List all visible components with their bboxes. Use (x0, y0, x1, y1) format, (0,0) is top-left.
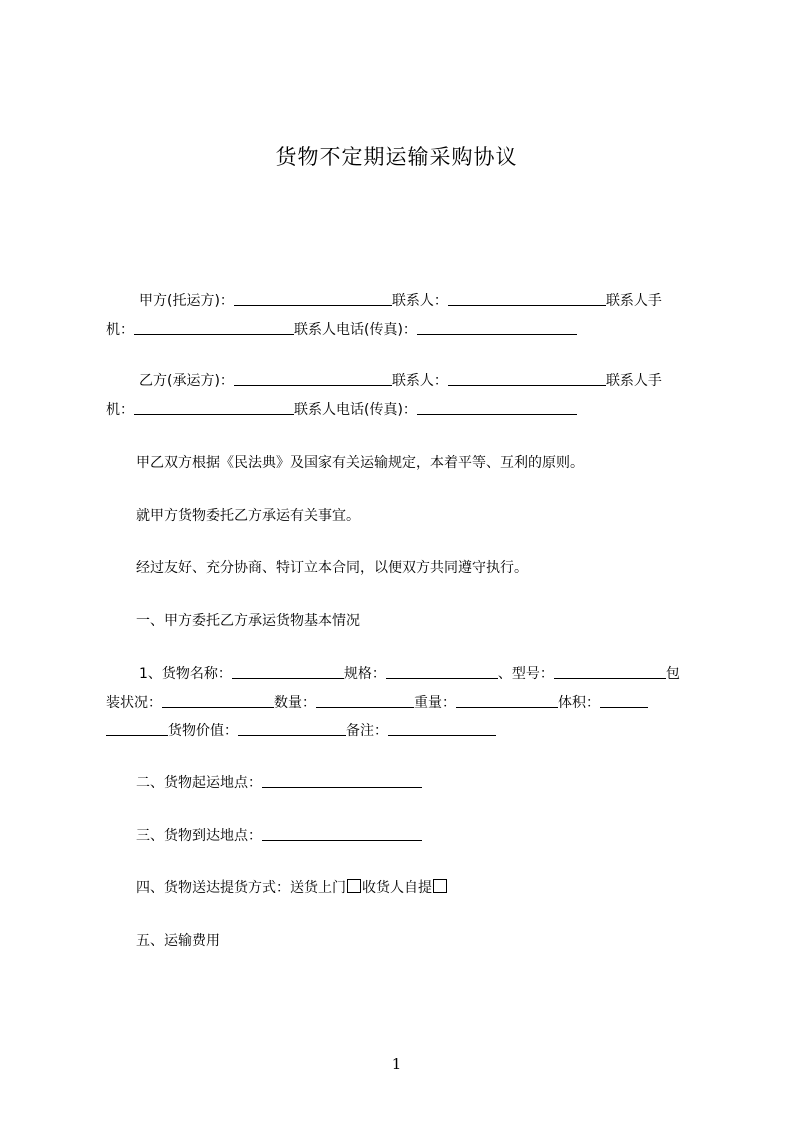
origin-label: 二、货物起运地点： (136, 775, 262, 791)
party-b-name-field[interactable] (234, 368, 392, 386)
section-5-heading: 五、运输费用 (136, 933, 220, 949)
party-a-mobile-label-2: 机： (106, 322, 134, 338)
party-a-contact-field[interactable] (448, 288, 606, 306)
party-a-mobile-label-1: 联系人手 (605, 293, 662, 309)
volume-field[interactable] (600, 690, 648, 708)
section-2-line (136, 768, 736, 798)
destination-label: 三、货物到达地点： (136, 828, 262, 844)
party-b-line-2 (106, 395, 706, 425)
intro-paragraph-1: 甲乙双方根据《民法典》及国家有关运输规定，本着平等、互利的原则。 (136, 455, 584, 471)
self-pickup-checkbox[interactable] (433, 879, 447, 893)
volume-field-continued[interactable] (106, 718, 168, 736)
party-a-name-field[interactable] (234, 288, 392, 306)
party-a-line-1 (139, 286, 709, 316)
party-b-contact-field[interactable] (448, 368, 606, 386)
party-b-label: 乙方(承运方)： (139, 373, 234, 389)
section-4-line (136, 873, 736, 903)
model-label: 、型号： (497, 666, 554, 682)
self-pickup-label: 收货人自提 (362, 880, 432, 896)
party-b-line-1 (139, 366, 709, 396)
door-delivery-checkbox[interactable] (347, 879, 361, 893)
party-a-line-2 (106, 315, 706, 345)
weight-field[interactable] (456, 690, 558, 708)
destination-field[interactable] (262, 823, 422, 841)
section-1-heading: 一、甲方委托乙方承运货物基本情况 (136, 613, 360, 629)
party-b-mobile-label-2: 机： (106, 402, 134, 418)
quantity-field[interactable] (316, 690, 414, 708)
section-1-line-2 (106, 688, 716, 718)
note-label: 备注： (346, 723, 388, 739)
door-delivery-label: 送货上门 (290, 880, 346, 896)
party-a-label: 甲方(托运方)： (139, 293, 234, 309)
party-b-contact-label: 联系人： (391, 373, 448, 389)
party-b-phone-label: 联系人电话(传真)： (294, 402, 417, 418)
packing-label-1: 包 (665, 666, 680, 682)
section-1-line-3 (106, 716, 706, 746)
intro-paragraph-3: 经过友好、充分协商、特订立本合同，以便双方共同遵守执行。 (136, 560, 528, 576)
model-field[interactable] (554, 661, 666, 679)
packing-label-2: 装状况： (106, 695, 162, 711)
party-b-mobile-label-1: 联系人手 (605, 373, 662, 389)
delivery-method-label: 四、货物送达提货方式： (136, 880, 290, 896)
party-b-phone-field[interactable] (417, 397, 577, 415)
party-a-mobile-field[interactable] (134, 317, 294, 335)
document-title: 货物不定期运输采购协议 (275, 145, 518, 169)
goods-name-field[interactable] (232, 661, 344, 679)
party-a-phone-field[interactable] (417, 317, 577, 335)
section-1-line-1 (139, 659, 709, 689)
page-number: 1 (391, 1055, 402, 1073)
weight-label: 重量： (414, 695, 456, 711)
quantity-label: 数量： (274, 695, 316, 711)
value-label: 货物价值： (168, 723, 238, 739)
section-3-line (136, 821, 736, 851)
value-field[interactable] (238, 718, 346, 736)
note-field[interactable] (388, 718, 496, 736)
goods-name-label: 1、货物名称： (139, 666, 232, 682)
intro-paragraph-2: 就甲方货物委托乙方承运有关事宜。 (136, 508, 360, 524)
party-a-contact-label: 联系人： (391, 293, 448, 309)
origin-field[interactable] (262, 770, 422, 788)
volume-label: 体积： (558, 695, 600, 711)
spec-label: 规格： (343, 666, 386, 682)
party-b-mobile-field[interactable] (134, 397, 294, 415)
party-a-phone-label: 联系人电话(传真)： (294, 322, 417, 338)
packing-field[interactable] (162, 690, 274, 708)
spec-field[interactable] (386, 661, 498, 679)
